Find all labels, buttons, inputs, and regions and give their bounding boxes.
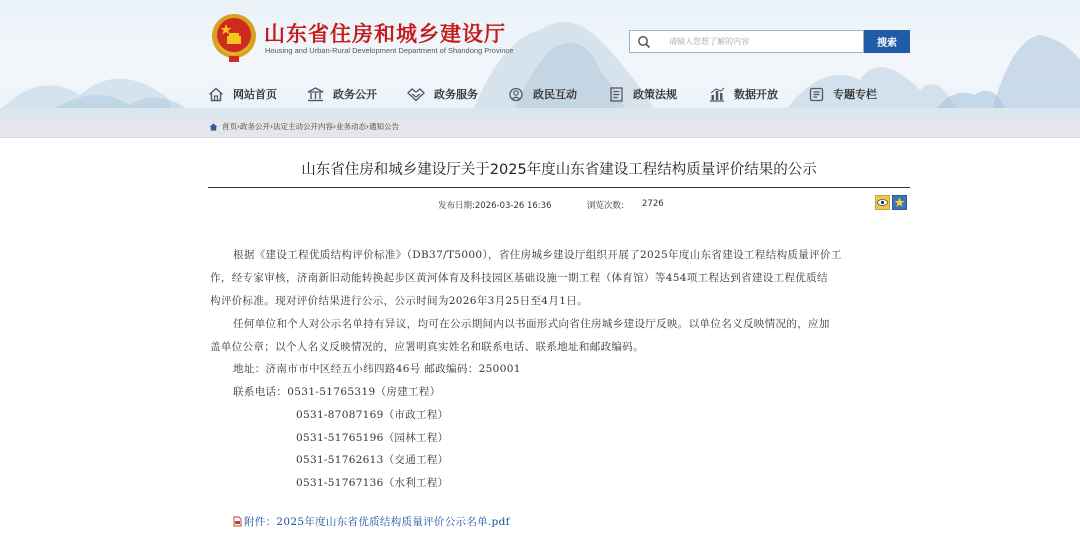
site-subtitle: Housing and Urban-Rural Development Department of Shandong Province xyxy=(265,46,514,55)
contact-phone-line: 联系电话：0531-51765319（房建工程） xyxy=(233,386,441,398)
nav-label: 数据开放 xyxy=(734,88,778,101)
contact-phone: 0531-51762613（交通工程） xyxy=(296,454,449,466)
attachment-link[interactable] xyxy=(233,514,510,529)
main-nav xyxy=(0,80,1080,108)
chart-icon xyxy=(709,87,725,102)
title-divider xyxy=(208,187,910,188)
document-icon xyxy=(609,87,624,102)
paragraph-line-3: 构评价标准。现对评价结果进行公示，公示时间为2026年3月25日至4月1日。 xyxy=(210,295,588,307)
search-icon xyxy=(630,31,657,52)
paragraph-line-5: 盖单位公章；以个人名义反映情况的，应署明真实姓名和联系电话、联系地址和邮政编码。 xyxy=(210,341,644,353)
nav-item-home[interactable] xyxy=(208,84,277,104)
interaction-icon xyxy=(508,87,524,102)
search-box xyxy=(629,30,864,53)
search-button[interactable]: 搜索 xyxy=(864,30,910,53)
nav-item-topics[interactable] xyxy=(809,84,877,104)
paragraph-line-1: 根据《建设工程优质结构评价标准》（DB37/T5000），省住房城乡建设厅组织开展了2025年度山东省建设工程结构质量评价工 xyxy=(233,249,842,261)
article-title: 山东省住房和城乡建设厅关于2025年度山东省建设工程结构质量评价结果的公示 xyxy=(301,162,817,178)
nav-item-gov-services[interactable] xyxy=(407,84,478,104)
view-count-label: 浏览次数: xyxy=(587,201,624,211)
breadcrumb xyxy=(209,121,399,132)
nav-label: 专题专栏 xyxy=(833,88,877,101)
nav-item-interaction[interactable] xyxy=(508,84,577,104)
national-emblem-logo xyxy=(209,12,259,64)
article-tools xyxy=(875,195,907,210)
eye-care-icon[interactable] xyxy=(875,195,890,210)
nav-item-policies[interactable] xyxy=(609,84,677,104)
home-icon xyxy=(209,123,218,131)
publish-date-value: 2026-03-26 16:36 xyxy=(474,201,552,211)
home-icon xyxy=(208,87,224,102)
view-count-value: 2726 xyxy=(642,199,664,209)
contact-phone: 0531-87087169（市政工程） xyxy=(296,409,449,421)
nav-label: 政务公开 xyxy=(333,88,377,101)
nav-item-open-data[interactable] xyxy=(709,84,778,104)
address-line: 地址：济南市市中区经五小纬四路46号 邮政编码：250001 xyxy=(233,363,521,375)
nav-label: 网站首页 xyxy=(233,88,277,101)
favorite-star-icon[interactable] xyxy=(892,195,907,210)
publish-date xyxy=(438,199,551,211)
paragraph-line-4: 任何单位和个人对公示名单持有异议，均可在公示期间内以书面形式向省住房城乡建设厅反映。以单位名义反映情况的，应加 xyxy=(233,318,830,330)
building-icon xyxy=(307,87,324,102)
attachment-pdf-icon xyxy=(233,516,242,527)
breadcrumb-path[interactable]: 首页›政务公开›法定主动公开内容›业务动态›通知公告 xyxy=(222,122,399,131)
nav-item-gov-affairs[interactable] xyxy=(307,84,377,104)
service-icon xyxy=(407,87,425,102)
site-header xyxy=(0,0,1080,118)
publish-date-label: 发布日期: xyxy=(438,201,475,211)
contact-phone: 0531-51765196（园林工程） xyxy=(296,432,449,444)
attachment-link-text[interactable]: 附件：2025年度山东省优质结构质量评价公示名单.pdf xyxy=(244,516,510,528)
breadcrumb-bar xyxy=(0,118,1080,138)
paragraph-line-2: 作，经专家审核，济南新旧动能转换起步区黄河体育及科技园区基础设施一期工程（体育馆）等454项工程达到省建设工程优质结 xyxy=(210,272,828,284)
topic-icon xyxy=(809,87,824,102)
site-title[interactable]: 山东省住房和城乡建设厅 xyxy=(264,22,506,46)
search-input[interactable] xyxy=(669,31,863,52)
nav-label: 政务服务 xyxy=(434,88,478,101)
contact-phone: 0531-51767136（水利工程） xyxy=(296,477,449,489)
nav-label: 政策法规 xyxy=(633,88,677,101)
nav-label: 政民互动 xyxy=(533,88,577,101)
